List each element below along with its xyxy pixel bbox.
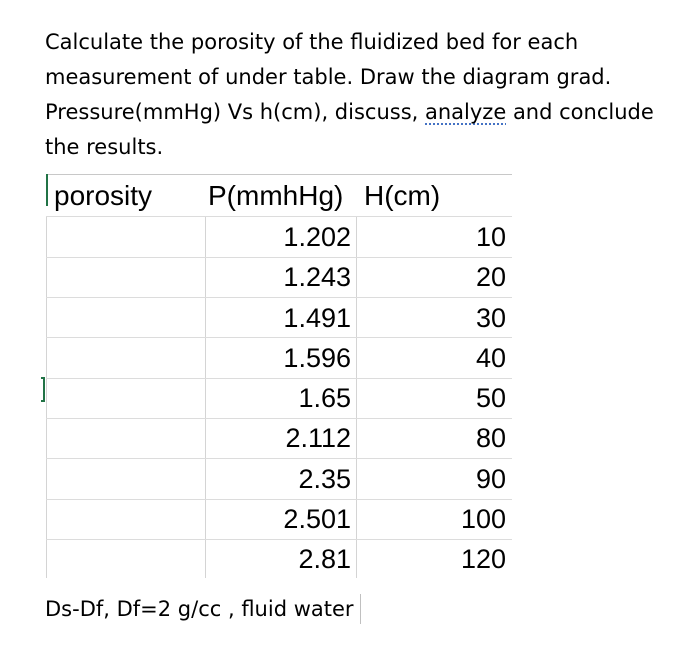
pressure-cell[interactable]: 2.112 (285, 423, 351, 454)
table-row (46, 459, 512, 499)
pressure-cell[interactable]: 1.65 (298, 383, 351, 414)
table-row (46, 257, 512, 297)
pressure-cell[interactable]: 2.35 (298, 463, 351, 494)
height-cell[interactable]: 90 (475, 463, 506, 494)
table-row (46, 499, 512, 539)
table-body (46, 217, 512, 580)
table-row (46, 418, 512, 458)
question-text (45, 25, 675, 165)
header-porosity[interactable]: porosity (54, 180, 153, 211)
height-cell[interactable]: 50 (475, 383, 506, 414)
question-line-2: measurement of under table. Draw the diagram grad. (45, 65, 612, 89)
height-cell[interactable]: 30 (475, 302, 506, 333)
data-table (46, 174, 512, 579)
height-cell[interactable]: 80 (475, 423, 506, 454)
question-line-1: Calculate the porosity of the fluidized bed for each (45, 30, 579, 54)
question-line-3-start: Pressure(mmHg) Vs h(cm), discuss, (45, 100, 425, 124)
question-line-3 (45, 95, 675, 130)
pressure-cell[interactable]: 1.202 (283, 222, 351, 252)
question-line-3-end: and conclude (506, 100, 654, 124)
height-cell[interactable]: 40 (475, 342, 506, 373)
table-row (46, 539, 512, 579)
table-row (46, 378, 512, 418)
height-cell[interactable]: 100 (460, 504, 506, 535)
pressure-cell[interactable]: 1.491 (283, 302, 351, 333)
table-row (46, 338, 512, 378)
table-header-row (46, 178, 512, 216)
pressure-cell[interactable]: 2.81 (298, 544, 351, 575)
height-cell[interactable]: 10 (475, 222, 506, 252)
row-group-bracket (41, 377, 45, 402)
height-cell[interactable]: 120 (460, 544, 506, 575)
pressure-cell[interactable]: 1.596 (283, 342, 351, 373)
header-height[interactable]: H(cm) (364, 180, 441, 211)
table-top-border (46, 174, 512, 175)
table-row (46, 217, 512, 257)
pressure-cell[interactable]: 1.243 (283, 262, 351, 293)
question-line-4: the results. (45, 135, 164, 159)
pressure-cell[interactable]: 2.501 (283, 504, 351, 535)
table-row (46, 298, 512, 338)
spellcheck-flagged-word[interactable]: analyze (425, 100, 507, 124)
header-pressure[interactable]: P(mmhHg) (208, 180, 344, 211)
footer-note: Ds-Df, Df=2 g/cc , fluid water (45, 594, 361, 624)
height-cell[interactable]: 20 (475, 262, 506, 293)
